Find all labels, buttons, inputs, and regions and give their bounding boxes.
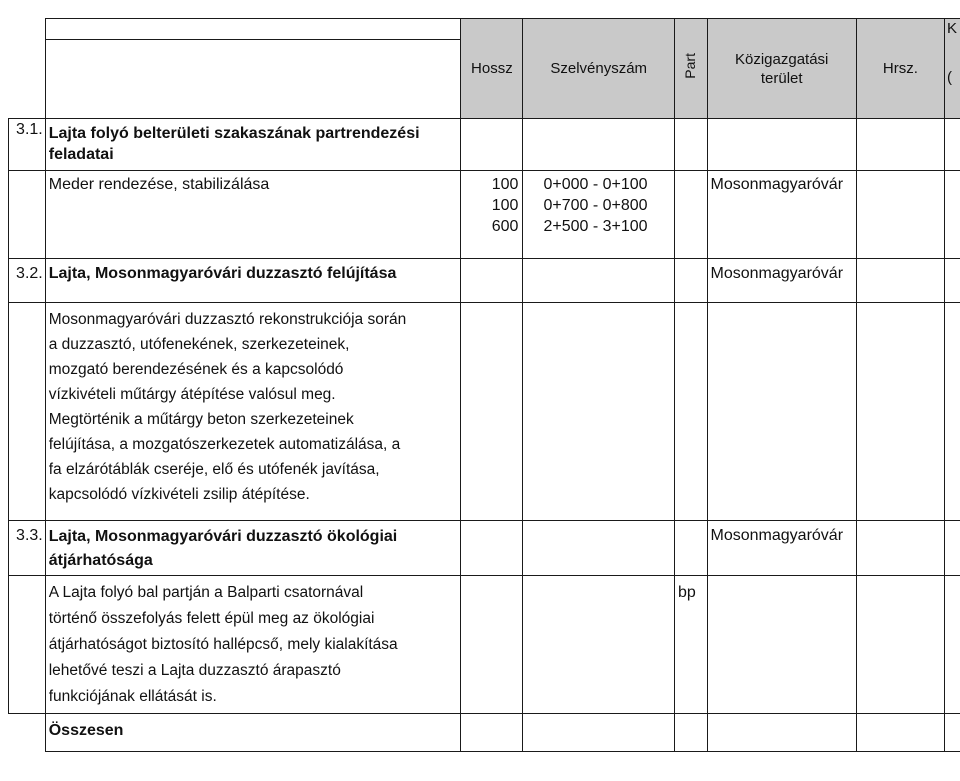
row-3-3-description — [9, 576, 960, 714]
header-row — [9, 19, 960, 119]
row-3-1-title-line2: feladatai — [48, 146, 114, 163]
project-table — [8, 18, 960, 752]
desc-line: történő összefolyás felett épül meg az ökológiai — [48, 610, 375, 627]
row-total-szelveny — [523, 714, 675, 752]
row-3-1-meder-hrsz — [856, 171, 944, 259]
row-3-3-desc-rowno — [9, 576, 46, 714]
desc-line: kapcsolódó vízkivételi zsilip átépítése. — [48, 486, 310, 503]
row-3-3-hossz — [461, 521, 523, 576]
row-3-1-hrsz — [856, 119, 944, 171]
row-3-3-szelveny — [523, 521, 675, 576]
row-3-1-meder-part — [674, 171, 707, 259]
row-3-3-desc-szelveny — [523, 576, 675, 714]
row-3-1-terulet — [707, 119, 856, 171]
desc-line: a duzzasztó, utófenekének, szerkezeteinek, — [48, 336, 350, 353]
row-3-1-meder-rowno — [9, 171, 46, 259]
row-total-part — [674, 714, 707, 752]
row-3-1-szelveny — [523, 119, 675, 171]
row-3-3-title-line1: Lajta, Mosonmagyaróvári duzzasztó ökológiai — [48, 528, 398, 545]
hossz-value: 600 — [491, 218, 519, 235]
row-3-2-szelveny — [523, 259, 675, 303]
header-part — [674, 19, 707, 119]
row-3-2-number: 3.2. — [9, 259, 46, 303]
header-kozigazgatasi-line2: terület — [760, 69, 803, 87]
header-hossz: Hossz — [461, 19, 523, 119]
row-3-2-desc-szelveny — [523, 303, 675, 521]
row-3-2-desc-partial — [944, 303, 960, 521]
row-3-3-title — [45, 521, 461, 576]
row-3-1-meder-description: Meder rendezése, stabilizálása — [45, 171, 461, 259]
row-3-3-desc-hrsz — [856, 576, 944, 714]
header-blank-rowno — [9, 19, 46, 119]
row-total-partial — [944, 714, 960, 752]
szelveny-value: 0+700 - 0+800 — [543, 197, 648, 214]
row-3-2-partial — [944, 259, 960, 303]
row-3-1-meder-hossz — [461, 171, 523, 259]
row-total-hrsz — [856, 714, 944, 752]
row-3-3-partial — [944, 521, 960, 576]
row-3-1-title-line1: Lajta folyó belterületi szakaszának partrendezési — [48, 125, 420, 142]
header-kozigazgatasi-terulet — [707, 19, 856, 119]
hossz-value: 100 — [491, 197, 519, 214]
desc-line: mozgató berendezésének és a kapcsolódó — [48, 361, 344, 378]
row-3-1-meder-partial — [944, 171, 960, 259]
row-3-3-number: 3.3. — [9, 521, 46, 576]
row-3-1-number: 3.1. — [9, 119, 46, 171]
row-3-2 — [9, 259, 960, 303]
desc-line: felújítása, a mozgatószerkezetek automatizálása, a — [48, 436, 401, 453]
row-total-rowno — [9, 714, 46, 752]
header-partial-column — [944, 19, 960, 119]
header-szelvenyszam: Szelvényszám — [523, 19, 675, 119]
row-3-3-desc-partial — [944, 576, 960, 714]
row-3-1-meder-terulet: Mosonmagyaróvár — [707, 171, 856, 259]
row-3-3-part — [674, 521, 707, 576]
desc-line: fa elzárótáblák cseréje, elő és utófenék javítása, — [48, 461, 380, 478]
row-3-3-desc-terulet — [707, 576, 856, 714]
row-3-1-part — [674, 119, 707, 171]
szelveny-value: 2+500 - 3+100 — [543, 218, 648, 235]
header-blank-description — [45, 19, 461, 119]
header-kozigazgatasi-line1: Közigazgatási — [735, 50, 829, 68]
row-total-hossz — [461, 714, 523, 752]
row-3-3-desc-text — [45, 576, 461, 714]
row-3-2-part — [674, 259, 707, 303]
row-3-3-title-line2: átjárhatósága — [48, 552, 153, 569]
desc-line: átjárhatóságot biztosító hallépcső, mely kialakítása — [48, 636, 398, 653]
row-total-label: Összesen — [45, 714, 461, 752]
header-part-label: Part — [682, 53, 699, 79]
row-3-1-meder — [9, 171, 960, 259]
header-hrsz: Hrsz. — [856, 19, 944, 119]
desc-line: Mosonmagyaróvári duzzasztó rekonstrukciója során — [48, 311, 407, 328]
desc-line: A Lajta folyó bal partján a Balparti csatornával — [48, 584, 364, 601]
desc-line: funkciójának ellátását is. — [48, 688, 217, 705]
hossz-value: 100 — [491, 176, 519, 193]
row-3-3-desc-hossz — [461, 576, 523, 714]
row-3-1-hossz — [461, 119, 523, 171]
row-3-3 — [9, 521, 960, 576]
row-3-2-desc-hossz — [461, 303, 523, 521]
row-3-1-title — [45, 119, 461, 171]
row-total — [9, 714, 960, 752]
row-3-2-desc-part — [674, 303, 707, 521]
row-3-2-description — [9, 303, 960, 521]
row-3-3-terulet: Mosonmagyaróvár — [707, 521, 856, 576]
szelveny-value: 0+000 - 0+100 — [543, 176, 648, 193]
row-3-2-desc-terulet — [707, 303, 856, 521]
row-3-2-desc-rowno — [9, 303, 46, 521]
row-3-2-hrsz — [856, 259, 944, 303]
header-partial-bottom: ( — [946, 69, 952, 86]
desc-line: Megtörténik a műtárgy beton szerkezeteinek — [48, 411, 354, 428]
row-3-2-desc-text — [45, 303, 461, 521]
desc-line: vízkivételi műtárgy átépítése valósul meg. — [48, 386, 336, 403]
row-3-3-desc-part: bp — [674, 576, 707, 714]
row-3-2-terulet: Mosonmagyaróvár — [707, 259, 856, 303]
row-3-2-hossz — [461, 259, 523, 303]
row-3-2-desc-hrsz — [856, 303, 944, 521]
row-3-3-hrsz — [856, 521, 944, 576]
header-partial-top: K — [946, 20, 957, 37]
row-total-terulet — [707, 714, 856, 752]
row-3-2-title: Lajta, Mosonmagyaróvári duzzasztó felújítása — [45, 259, 461, 303]
row-3-1 — [9, 119, 960, 171]
desc-line: lehetővé teszi a Lajta duzzasztó árapasztó — [48, 662, 341, 679]
row-3-1-meder-szelveny — [523, 171, 675, 259]
row-3-1-partial — [944, 119, 960, 171]
